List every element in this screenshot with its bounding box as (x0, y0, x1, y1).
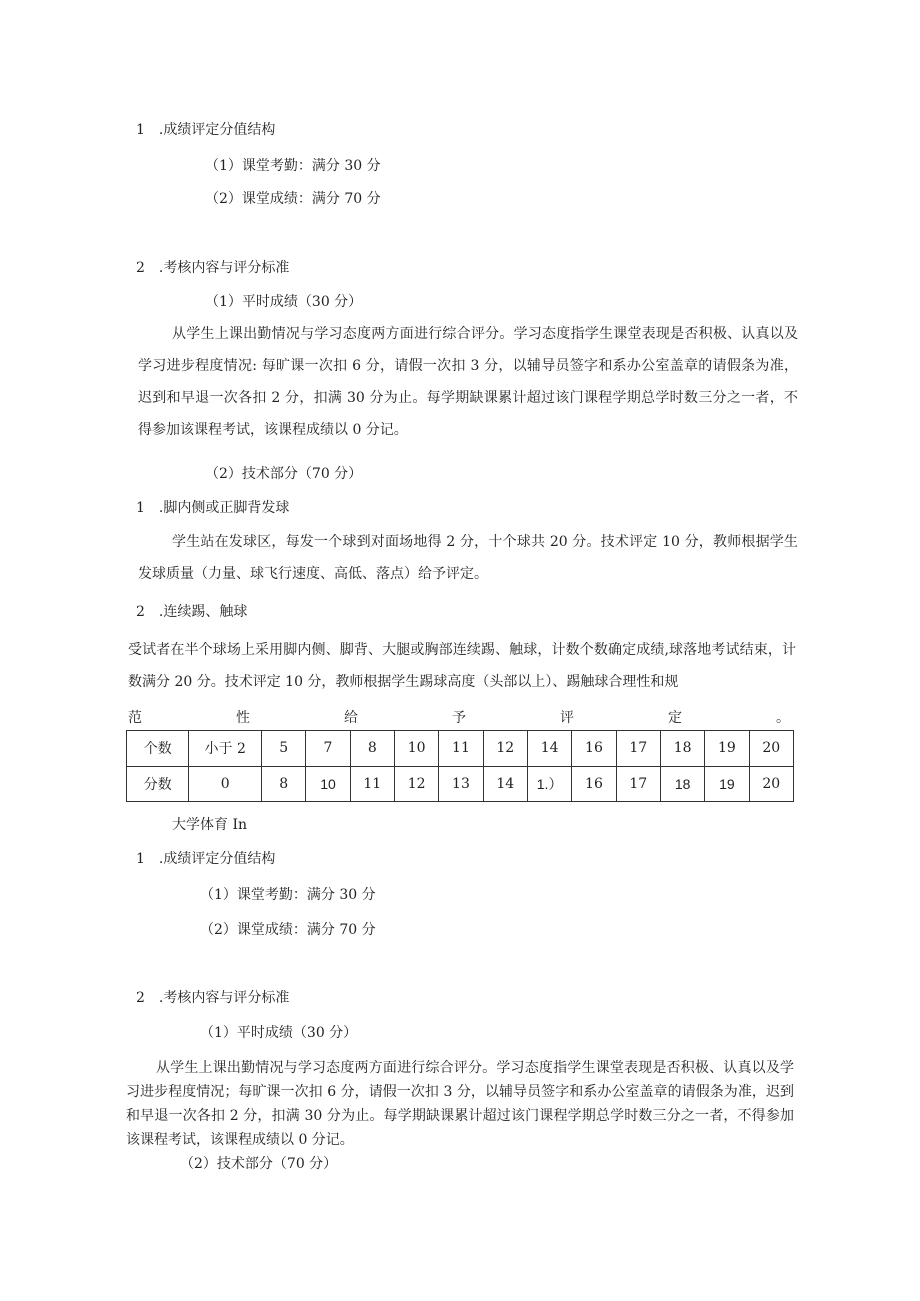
table-cell: 19 (705, 731, 749, 767)
section2-item-usual-score: （1）平时成绩（30 分） (200, 1025, 358, 1041)
tail-char: 性 (236, 710, 250, 726)
table-cell: 11 (439, 731, 483, 767)
section2-item-technical: （2）技术部分（70 分） (180, 1156, 338, 1172)
table-row-count (127, 731, 794, 767)
section2-paragraph-attendance-rules: 从学生上课出勤情况与学习态度两方面进行综合评分。学习态度指学生课堂表现是否积极、认真以及学习进步程度情况；每旷课一次扣 6 分，请假一次扣 3 分，以辅导员签字和系办公室盖章的请假条为准，迟到和早退一次各扣 2 分，扣满 30 分为止。每学期缺课累计超过该门课程学期总学时数三分之一者，不得参加该课程考试，该课程成绩以 0 分记。 (126, 1060, 794, 1148)
section1-heading-assessment: 2 .考核内容与评分标准 (136, 260, 290, 276)
table-cell: 8 (350, 731, 394, 767)
tail-char: 。 (776, 710, 790, 726)
section1-paragraph-attendance-rules: 从学生上课出勤情况与学习态度两方面进行综合评分。学习态度指学生课堂表现是否积极、认真以及学习进步程度情况: 每旷课一次扣 6 分，请假一次扣 3 分，以辅导员签字和系办公室盖章的请假条为准，迟到和早退一次各扣 2 分，扣满 30 分为止。每学期缺课累计超过该门课程学期总学时数三分之一者，不得参加该课程考试，该课程成绩以 0 分记。 (138, 326, 798, 438)
section1-paragraph-serve-rules: 学生站在发球区，每发一个球到对面场地得 2 分，十个球共 20 分。技术评定 10 分，教师根据学生发球质量（力量、球飞行速度、高低、落点）给予评定。 (138, 534, 798, 582)
table-cell: 1.） (527, 766, 571, 802)
table-cell: 个数 (127, 731, 189, 767)
table-cell: 17 (616, 731, 660, 767)
table-cell: 19 (705, 766, 749, 802)
table-cell: 10 (394, 731, 438, 767)
tail-char: 予 (452, 710, 466, 726)
table-cell: 5 (261, 731, 305, 767)
tail-char: 定 (668, 710, 682, 726)
table-cell: 12 (394, 766, 438, 802)
table-cell: 8 (261, 766, 305, 802)
section1-item-attendance: （1）课堂考勤：满分 30 分 (205, 158, 381, 174)
section1-item-class-score: （2）课堂成绩：满分 70 分 (205, 191, 381, 207)
section1-heading-score-structure: 1 .成绩评定分值结构 (136, 122, 276, 138)
section2-item-class-score: （2）课堂成绩：满分 70 分 (200, 922, 376, 938)
tail-char: 范 (128, 710, 142, 726)
score-table (126, 730, 794, 802)
section1-sub-heading-juggle: 2 .连续踢、触球 (136, 604, 248, 620)
section2-heading-score-structure: 1 .成绩评定分值结构 (136, 851, 276, 867)
table-cell: 18 (660, 766, 704, 802)
table-cell: 小于 2 (189, 731, 262, 767)
table-cell: 12 (483, 731, 527, 767)
table-row-score (127, 766, 794, 802)
table-cell: 16 (572, 766, 616, 802)
table-cell: 分数 (127, 766, 189, 802)
table-cell: 20 (749, 766, 793, 802)
section1-paragraph-juggle-tail (128, 708, 790, 728)
table-cell: 14 (483, 766, 527, 802)
section1-sub-heading-serve: 1 .脚内侧或正脚背发球 (136, 500, 290, 516)
table-cell: 13 (439, 766, 483, 802)
table-cell: 17 (616, 766, 660, 802)
table-cell: 14 (527, 731, 571, 767)
section1-item-technical: （2）技术部分（70 分） (205, 466, 363, 482)
table-cell: 7 (306, 731, 350, 767)
section2-course-title: 大学体育 In (172, 817, 247, 833)
section2-heading-assessment: 2 .考核内容与评分标准 (136, 990, 290, 1006)
table-cell: 0 (189, 766, 262, 802)
section1-paragraph-juggle-rules: 受试者在半个球场上采用脚内侧、脚背、大腿或胸部连续踢、触球，计数个数确定成绩,球落地考试结束，计数满分 20 分。技术评定 10 分，教师根据学生踢球高度（头部以上）、踢触球合理性和规 (128, 642, 796, 690)
table-cell: 16 (572, 731, 616, 767)
table-cell: 10 (306, 766, 350, 802)
table-cell: 20 (749, 731, 793, 767)
tail-char: 评 (560, 710, 574, 726)
section2-item-attendance: （1）课堂考勤：满分 30 分 (200, 887, 376, 903)
tail-char: 给 (344, 710, 358, 726)
table-cell: 18 (660, 731, 704, 767)
table-cell: 11 (350, 766, 394, 802)
section1-item-usual-score: （1）平时成绩（30 分） (205, 294, 363, 310)
